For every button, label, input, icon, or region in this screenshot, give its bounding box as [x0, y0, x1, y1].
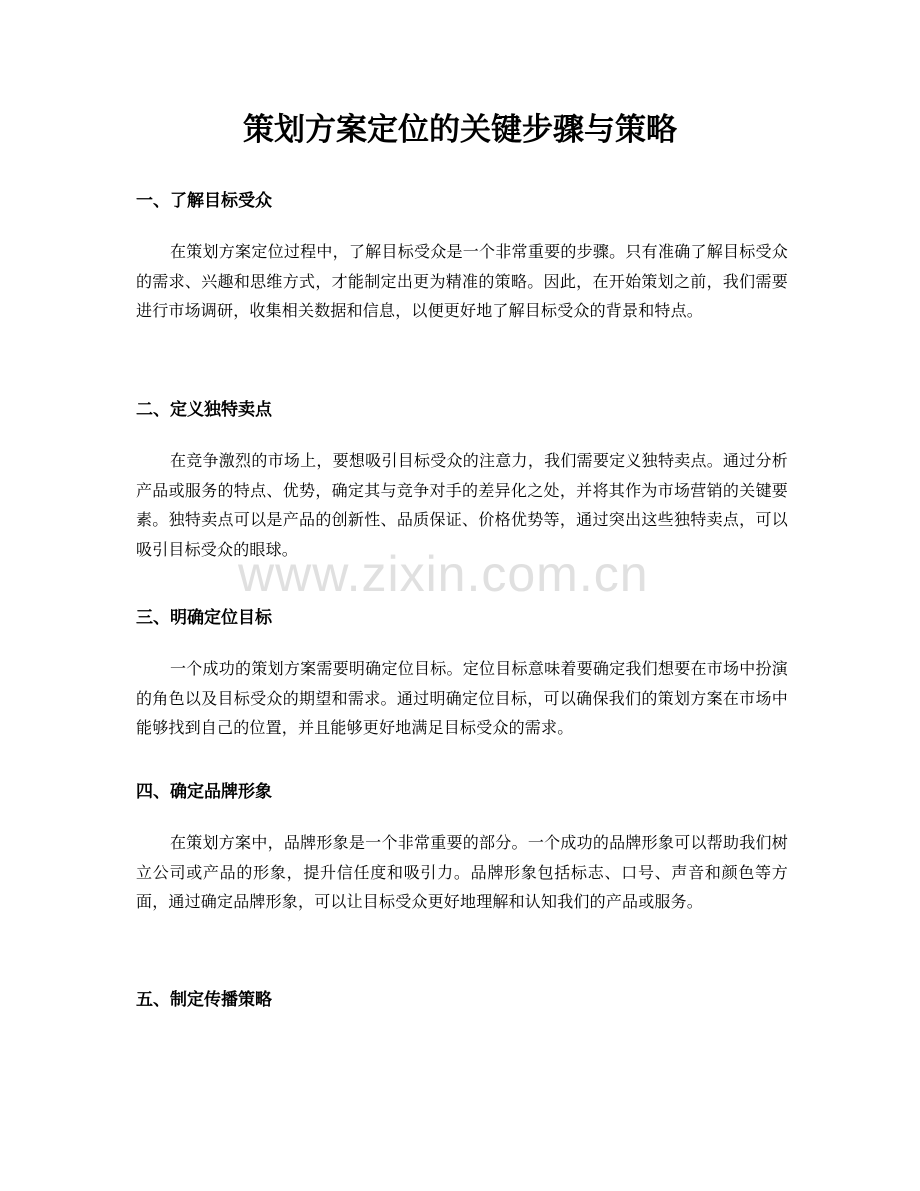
section-paragraph-1: 在策划方案定位过程中，了解目标受众是一个非常重要的步骤。只有准确了解目标受众的需求、兴趣和思维方式，才能制定出更为精准的策略。因此，在开始策划之前，我们需要进行市场调研，收集相关数据和信息，以便更好地了解目标受众的背景和特点。 [136, 242, 788, 320]
section-paragraph-4: 在策划方案中，品牌形象是一个非常重要的部分。一个成功的品牌形象可以帮助我们树立公司或产品的形象，提升信任度和吸引力。品牌形象包括标志、口号、声音和颜色等方面，通过确定品牌形象，可以让目标受众更好地理解和认知我们的产品或服务。 [136, 833, 788, 911]
document-title: 策划方案定位的关键步骤与策略 [243, 112, 677, 148]
section-heading-4: 四、确定品牌形象 [136, 782, 272, 802]
watermark: www.zixin.com.cn [238, 546, 649, 602]
section-heading-3: 三、明确定位目标 [136, 608, 272, 628]
section-heading-1: 一、了解目标受众 [136, 191, 272, 211]
section-heading-2: 二、定义独特卖点 [136, 400, 272, 420]
section-heading-5: 五、制定传播策略 [136, 990, 272, 1010]
section-paragraph-3: 一个成功的策划方案需要明确定位目标。定位目标意味着要确定我们想要在市场中扮演的角色以及目标受众的期望和需求。通过明确定位目标，可以确保我们的策划方案在市场中能够找到自己的位置，并且能够更好地满足目标受众的需求。 [136, 659, 788, 737]
section-paragraph-2: 在竞争激烈的市场上，要想吸引目标受众的注意力，我们需要定义独特卖点。通过分析产品或服务的特点、优势，确定其与竞争对手的差异化之处，并将其作为市场营销的关键要素。独特卖点可以是产品的创新性、品质保证、价格优势等，通过突出这些独特卖点，可以吸引目标受众的眼球。 [136, 451, 788, 559]
